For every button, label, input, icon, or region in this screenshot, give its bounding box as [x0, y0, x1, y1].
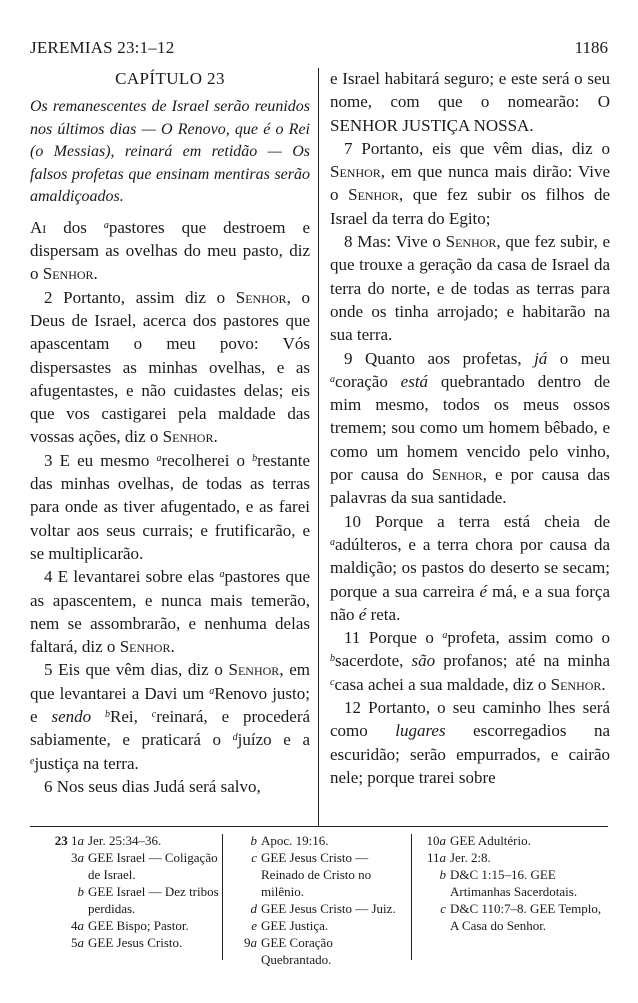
page-number: 1186 — [574, 38, 608, 57]
footnote: b D&C 1:15–16. GEE Artimanhas Sacerdotais. — [439, 867, 578, 899]
verse-6-continued: e Israel habitará seguro; e este será o seu nome, com que o nomearão: O SENHOR JUSTIÇA NOSSA. — [330, 69, 610, 135]
column-divider — [318, 68, 319, 826]
footnote-column-1 — [30, 832, 220, 951]
footnote: 5a GEE Jesus Cristo. — [71, 935, 183, 950]
verse-7: 7 Portanto, eis que vêm dias, diz o Senhor, em que nunca mais dirão: Vive o Senhor, que fez subir os filhos de Israel da terra do Egito; — [330, 138, 610, 228]
footnote: 9a GEE Coração Quebrantado. — [244, 935, 333, 967]
footnote: e GEE Justiça. — [251, 918, 329, 933]
footnote: b Apoc. 19:16. — [250, 833, 329, 848]
running-header — [30, 38, 608, 62]
footnote: d GEE Jesus Cristo — Juiz. — [250, 901, 396, 916]
footnote: 23 1a Jer. 25:34–36. — [54, 833, 162, 848]
footnote: 10a GEE Adultério. — [426, 833, 531, 848]
footnote: 11a Jer. 2:8. — [426, 850, 491, 865]
header-book-reference: JEREMIAS 23:1–12 — [30, 38, 175, 57]
verse-1: Ai dos $^a$pastores que destroem e dispersam as ovelhas do meu pasto, diz o Senhor. — [30, 217, 310, 284]
verse-6: 6 Nos seus dias Judá será salvo, — [44, 776, 261, 796]
footnote-divider — [222, 834, 223, 960]
verse-8: 8 Mas: Vive o Senhor, que fez subir, e que trouxe a geração da casa de Israel da terra do norte, e de todas as terras para onde os tinha arrojado; e habitarão na sua terra. — [330, 232, 610, 345]
verse-2: 2 Portanto, assim diz o Senhor, o Deus de Israel, acerca dos pastores que apascentam o meu povo: Vós dispersastes as minhas ovelhas, e as afugentastes, e não cuidastes delas; eis que vos castigarei pela maldade das vossas ações, diz o Senhor. — [30, 287, 310, 447]
verse-5: 5 Eis que vêm dias, diz o Senhor, em que levantarei a Davi um $^a$Renovo justo; e sendo $^b$Rei, $^c$reinará, e procederá sabiamente, e praticará o $^d$juízo e a $^e$justiça na terra. — [30, 660, 311, 773]
verse-4: 4 E levantarei sobre elas $^a$pastores que as apascentem, e nunca mais temerão, nem se assombrarão, e nenhuma delas faltará, diz o Senhor. — [30, 567, 310, 657]
footnote-column-3 — [422, 832, 608, 934]
footnote: c D&C 110:7–8. GEE Templo, A Casa do Senhor. — [440, 901, 602, 933]
footnote-column-2 — [233, 832, 405, 968]
right-column — [330, 67, 610, 789]
footnote-divider — [411, 834, 412, 960]
verse-9: 9 Quanto aos profetas, já o meu $^a$coração está quebrantado dentro de mim mesmo, todos os meus ossos tremem; sou como um homem bêbado, e como um homem vencido pelo vinho, por causa do Senhor, e por causa das palavras da sua santidade. — [330, 348, 611, 508]
chapter-summary: Os remanescentes de Israel serão reunidos nos últimos dias — O Renovo, que é o Rei (o Messias), reinará em retidão — Os falsos profetas que ensinam mentiras serão amaldiçoados. — [30, 98, 310, 206]
verse-3: 3 E eu mesmo $^a$recolherei o $^b$restante das minhas ovelhas, de todas as terras para onde as tiver afugentado, e as farei voltar aos seus currais; e frutificarão, e se multiplicarão. — [30, 450, 310, 563]
left-column — [30, 67, 310, 798]
verse-10: 10 Porque a terra está cheia de $^a$adúlteros, e a terra chora por causa da maldição; os pastos do deserto se secam; porque a sua carreira é má, e a sua força não é reta. — [330, 511, 610, 624]
footnote-rule — [30, 826, 608, 827]
chapter-title: CAPÍTULO 23 — [115, 69, 225, 88]
footnote: 4a GEE Bispo; Pastor. — [71, 918, 189, 933]
verse-12: 12 Portanto, o seu caminho lhes será como lugares escorregadios na escuridão; serão empurrados, e cairão nele; porque trarei sobre — [330, 698, 610, 787]
footnote: b GEE Israel — Dez tribos perdidas. — [77, 884, 219, 916]
footnote: c GEE Jesus Cristo — Reinado de Cristo no milênio. — [251, 850, 372, 899]
footnote: 3a GEE Israel — Coligação de Israel. — [71, 850, 218, 882]
verse-11: 11 Porque o $^a$profeta, assim como o $^b$sacerdote, são profanos; até na minha $^c$casa achei a sua maldade, diz o Senhor. — [330, 628, 610, 694]
